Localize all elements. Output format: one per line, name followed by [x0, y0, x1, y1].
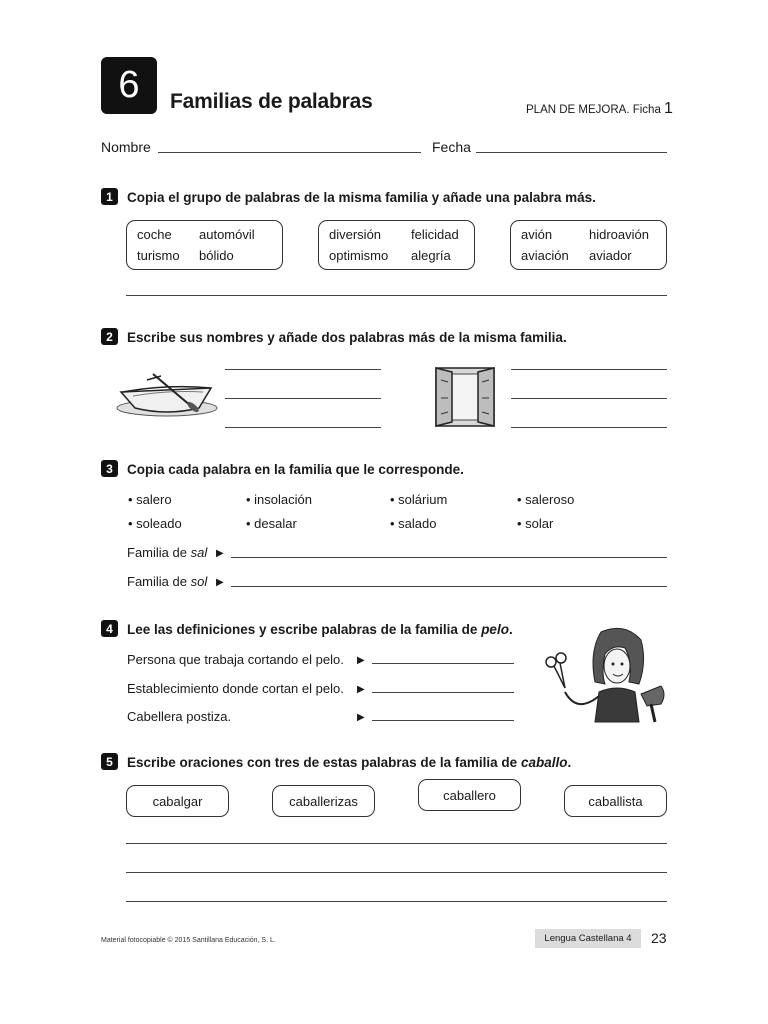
answer-line[interactable] — [126, 872, 667, 873]
page-title: Familias de palabras — [170, 90, 373, 113]
exercise-instruction: Copia cada palabra en la familia que le corresponde. — [127, 462, 464, 477]
word: solárium — [398, 492, 448, 507]
family-word: felicidad — [411, 227, 459, 242]
family-root: sol — [190, 574, 208, 589]
exercise-instruction: Escribe sus nombres y añade dos palabras más de la misma familia. — [127, 330, 567, 345]
family-word: avión — [521, 227, 553, 242]
boat-illustration — [113, 370, 218, 420]
word: desalar — [254, 516, 297, 531]
definition-text: Persona que trabaja cortando el pelo. — [127, 652, 344, 667]
answer-line[interactable] — [511, 369, 667, 370]
family-word: alegría — [411, 248, 451, 263]
arrow-icon: ▶ — [357, 655, 365, 666]
answer-line[interactable] — [126, 901, 667, 902]
answer-line[interactable] — [372, 720, 514, 721]
exercise-instruction — [127, 622, 513, 637]
answer-line[interactable] — [225, 427, 381, 428]
arrow-icon: ▶ — [357, 684, 365, 695]
family-label — [127, 545, 207, 560]
word-family-box — [126, 220, 283, 270]
plan-label — [526, 100, 673, 118]
definition-text: Establecimiento donde cortan el pelo. — [127, 681, 344, 696]
family-word: bólido — [199, 248, 234, 263]
instruction-text: Escribe oraciones con tres de estas palabras de la familia de — [127, 755, 518, 770]
exercise-number: 1 — [101, 188, 118, 205]
name-label: Nombre — [101, 139, 151, 155]
word: salero — [136, 492, 172, 507]
word-list-item: • insolación — [246, 492, 312, 507]
word-list-item: • salero — [128, 492, 172, 507]
word: solar — [525, 516, 554, 531]
family-prefix: Familia de — [127, 574, 187, 589]
word-list-item: • solar — [517, 516, 554, 531]
instruction-text: Lee las definiciones y escribe palabras de la familia de — [127, 622, 478, 637]
arrow-icon: ▶ — [357, 712, 365, 723]
answer-line[interactable] — [126, 295, 667, 296]
ficha-number: 1 — [664, 100, 673, 117]
word-list-item: • solárium — [390, 492, 448, 507]
name-line[interactable] — [158, 152, 421, 153]
family-word: aviador — [589, 248, 632, 263]
family-word: optimismo — [329, 248, 389, 263]
word: salado — [398, 516, 437, 531]
unit-number-badge: 6 — [101, 57, 157, 114]
family-word: aviación — [521, 248, 569, 263]
period: . — [567, 755, 572, 770]
word-list-item: • desalar — [246, 516, 297, 531]
book-tag: Lengua Castellana 4 — [535, 929, 641, 948]
page-number: 23 — [651, 930, 667, 946]
date-line[interactable] — [476, 152, 667, 153]
family-word: automóvil — [199, 227, 255, 242]
answer-line[interactable] — [225, 398, 381, 399]
answer-line[interactable] — [126, 843, 667, 844]
plan-text: PLAN DE MEJORA. Ficha — [526, 104, 661, 116]
word-family-box — [318, 220, 475, 270]
answer-line[interactable] — [231, 586, 667, 587]
arrow-icon: ▶ — [216, 548, 224, 559]
word: soleado — [136, 516, 182, 531]
word-family-box — [510, 220, 667, 270]
arrow-icon: ▶ — [216, 577, 224, 588]
word-list-item: • saleroso — [517, 492, 575, 507]
definition-text: Cabellera postiza. — [127, 709, 232, 724]
family-word: hidroavión — [589, 227, 649, 242]
answer-line[interactable] — [511, 427, 667, 428]
answer-line[interactable] — [372, 692, 514, 693]
word: insolación — [254, 492, 312, 507]
answer-line[interactable] — [372, 663, 514, 664]
answer-line[interactable] — [225, 369, 381, 370]
date-label: Fecha — [432, 139, 471, 155]
word: saleroso — [525, 492, 575, 507]
word-card: caballerizas — [272, 785, 375, 817]
family-label — [127, 574, 207, 589]
exercise-instruction — [127, 755, 571, 770]
family-word: turismo — [137, 248, 180, 263]
word-card: cabalgar — [126, 785, 229, 817]
family-word: diversión — [329, 227, 382, 242]
answer-line[interactable] — [231, 557, 667, 558]
period: . — [508, 622, 513, 637]
exercise-number: 5 — [101, 753, 118, 770]
instruction-word: caballo — [520, 755, 568, 770]
word-list-item: • soleado — [128, 516, 182, 531]
exercise-instruction: Copia el grupo de palabras de la misma familia y añade una palabra más. — [127, 190, 596, 205]
family-prefix: Familia de — [127, 545, 187, 560]
hairdresser-illustration — [543, 622, 668, 724]
instruction-word: pelo — [481, 622, 509, 637]
word-card: caballero — [418, 779, 521, 811]
exercise-number: 2 — [101, 328, 118, 345]
family-word: coche — [137, 227, 172, 242]
exercise-number: 3 — [101, 460, 118, 477]
family-root: sal — [190, 545, 208, 560]
word-list-item: • salado — [390, 516, 437, 531]
window-illustration — [432, 364, 502, 430]
exercise-number: 4 — [101, 620, 118, 637]
word-card: caballista — [564, 785, 667, 817]
answer-line[interactable] — [511, 398, 667, 399]
copyright-notice: Material fotocopiable © 2015 Santillana Educación, S. L. — [101, 937, 276, 944]
